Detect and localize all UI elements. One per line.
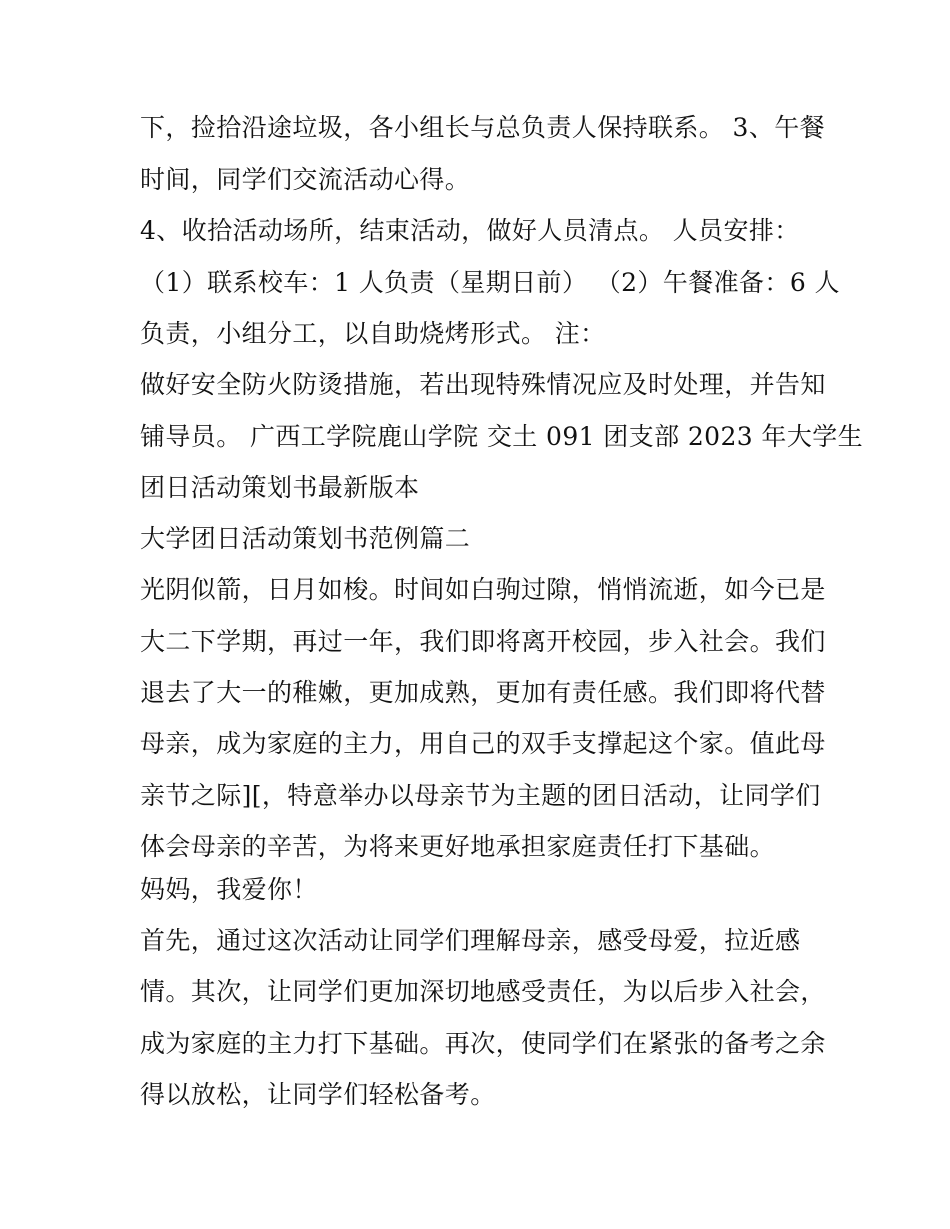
text-line: 亲节之际][，特意举办以母亲节为主题的团日活动，让同学们 [140, 781, 821, 810]
text-line: 退去了大一的稚嫩，更加成熟，更加有责任感。我们即将代替 [140, 678, 826, 707]
text-line: 成为家庭的主力打下基础。再次，使同学们在紧张的备考之余 [140, 1029, 826, 1058]
text-line: 做好安全防火防烫措施，若出现特殊情况应及时处理，并告知 [140, 370, 826, 399]
text-line: 大二下学期，再过一年，我们即将离开校园，步入社会。我们 [140, 627, 826, 656]
text-line: 体会母亲的辛苦，为将来更好地承担家庭责任打下基础。 [140, 832, 776, 861]
text-line: 负责，小组分工，以自助烧烤形式。 注： [140, 319, 606, 348]
text-line: 情。其次，让同学们更加深切地感受责任，为以后步入社会， [140, 977, 826, 1006]
text-line: 首先，通过这次活动让同学们理解母亲，感受母爱，拉近感 [140, 926, 801, 955]
text-line: 妈妈，我爱你！ [140, 875, 318, 904]
text-line: （1）联系校车：1 人负责（星期日前） （2）午餐准备：6 人 [140, 268, 840, 297]
text-line: 铺导员。 广西工学院鹿山学院 交土 091 团支部 2023 年大学生 [140, 422, 864, 451]
text-line: 得以放松，让同学们轻松备考。 [140, 1080, 496, 1109]
text-line: 时间，同学们交流活动心得。 [140, 165, 471, 194]
text-line: 母亲，成为家庭的主力，用自己的双手支撑起这个家。值此母 [140, 729, 826, 758]
text-line: 团日活动策划书最新版本 [140, 473, 420, 502]
text-line: 4、收拾活动场所，结束活动，做好人员清点。 人员安排： [140, 216, 800, 245]
text-line: 下，捡拾沿途垃圾，各小组长与总负责人保持联系。 3、午餐 [140, 113, 826, 142]
section-heading: 大学团日活动策划书范例篇二 [140, 524, 471, 553]
text-line: 光阴似箭，日月如梭。时间如白驹过隙，悄悄流逝，如今已是 [140, 575, 826, 604]
